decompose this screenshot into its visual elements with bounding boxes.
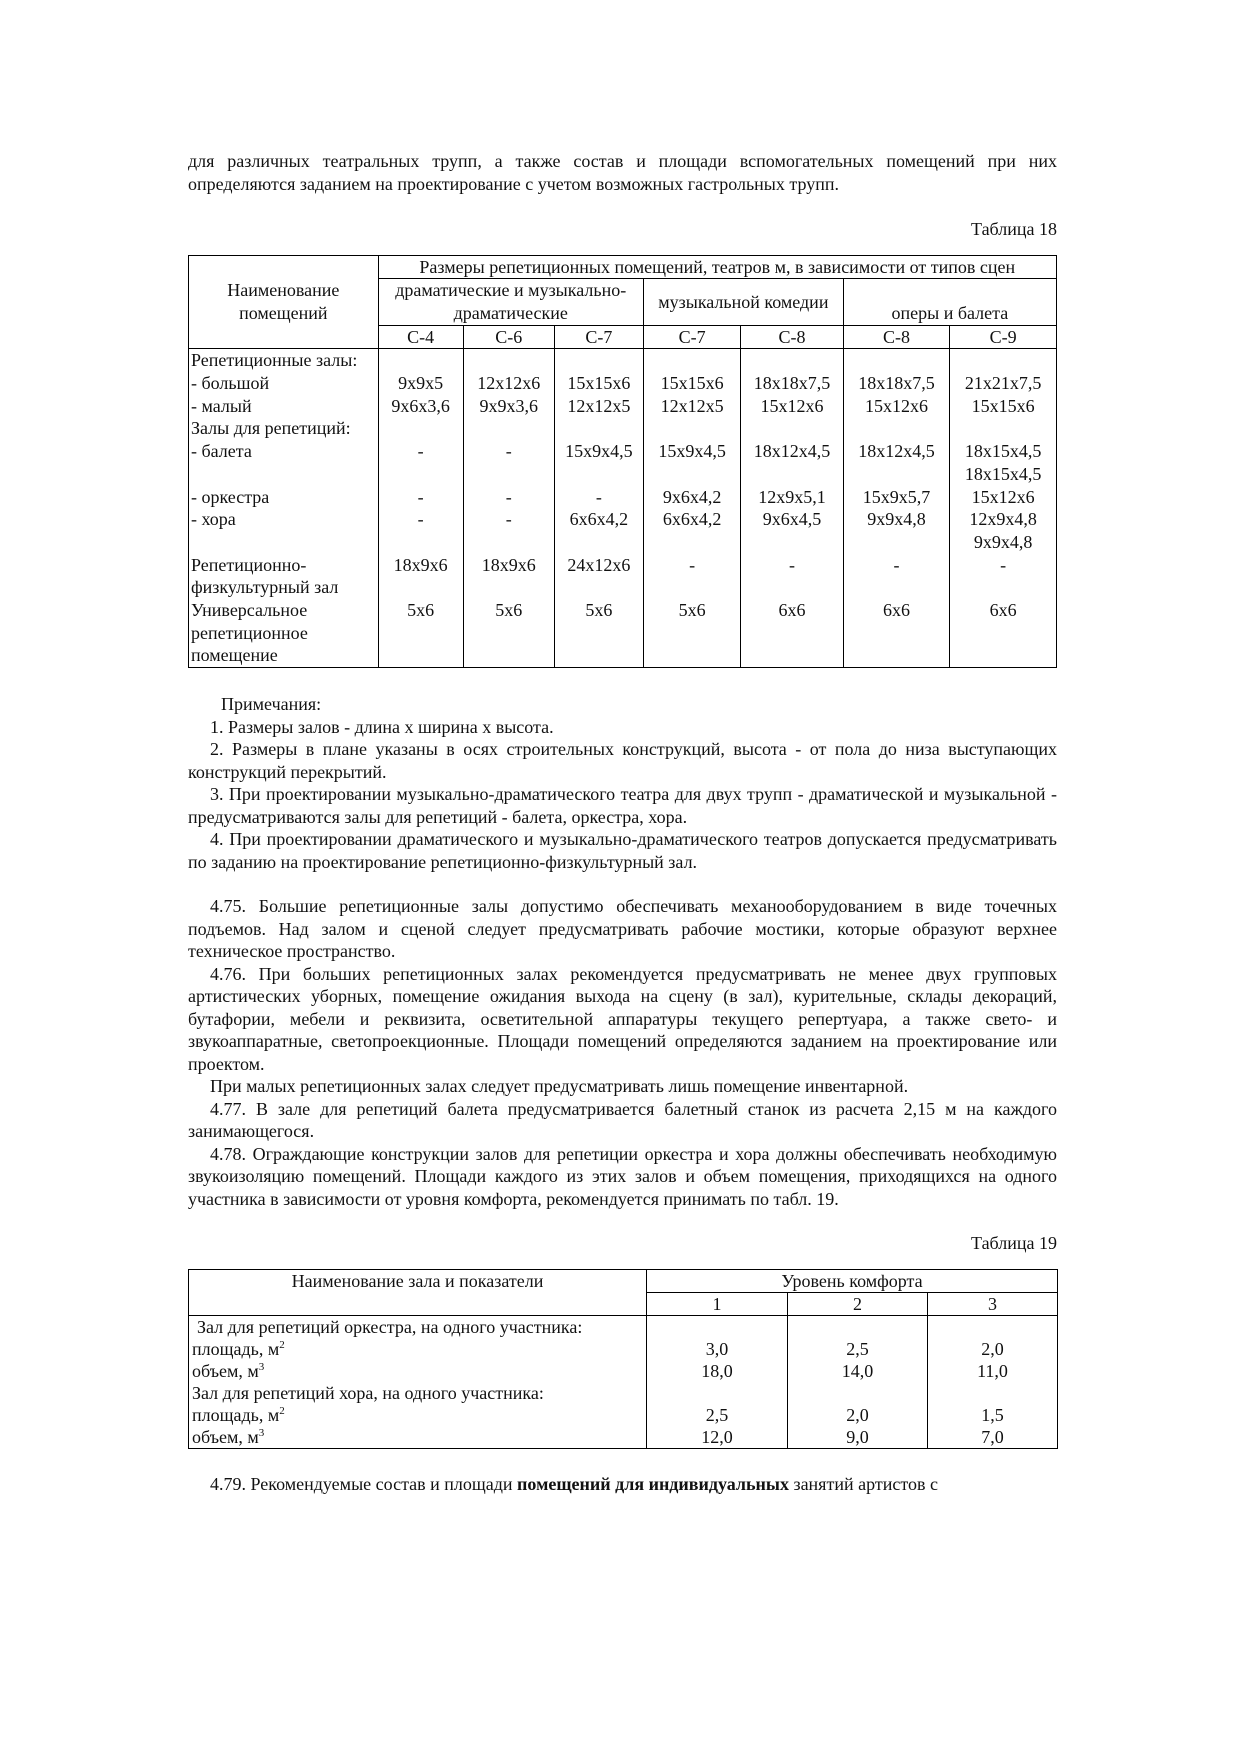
table-18-cell: 6х6 [950, 599, 1057, 668]
table-18-cell: 18х15х4,5 [950, 440, 1057, 463]
table-row [189, 599, 1057, 668]
table-18-cell [463, 349, 554, 372]
table-18-cell: 12х12х6 [463, 372, 554, 395]
table-18-cell: 24х12х6 [554, 554, 643, 599]
table-18-cell: 12х9х4,8 [950, 508, 1057, 531]
table-18-cell: 18х12х4,5 [843, 440, 950, 463]
table-18-cell: 6х6х4,2 [554, 508, 643, 531]
paragraph-4-78: 4.78. Ограждающие конструкции залов для репетиции оркестра и хора должны обеспечивать необходимую звукоизоляцию помещений. Площади каждого из этих залов и объем помещения, приходящихся на одного участника в зависимости от уровня комфорта, рекомендуется принимать по табл. 19. [188, 1143, 1057, 1209]
table-18-room-name [189, 463, 379, 486]
table-18-cell: 5х6 [463, 599, 554, 668]
table-18-code: С-7 [554, 325, 643, 349]
table-18-group-header: драматические и музыкально-драматические [378, 279, 643, 325]
table-row [189, 395, 1057, 418]
table-18-cell: 9х6х3,6 [378, 395, 463, 418]
table-18-cell: 12х12х5 [643, 395, 740, 418]
table-18-cell: 18х9х6 [463, 554, 554, 599]
table-row [189, 1315, 1058, 1338]
table-18-cell: - [463, 508, 554, 531]
table-18-cell [741, 531, 843, 554]
table-18-cell: 5х6 [378, 599, 463, 668]
table-19-group: Зал для репетиций оркестра, на одного участника: [189, 1315, 647, 1338]
table-18-cell: 5х6 [554, 599, 643, 668]
paragraph-4-79: 4.79. Рекомендуемые состав и площади помещений для индивидуальных занятий артистов с [210, 1473, 938, 1494]
table-row [189, 508, 1057, 531]
table-18-room-name: Репетиционные залы: [189, 349, 379, 372]
table-18-cell: 5х6 [643, 599, 740, 668]
table-18-cell [950, 349, 1057, 372]
table-row [189, 531, 1057, 554]
table-18-cell [378, 531, 463, 554]
table-18-cell [741, 349, 843, 372]
table-19-cell: 11,0 [928, 1360, 1058, 1382]
table-19-cell: 7,0 [928, 1426, 1058, 1449]
table-18-span-header: Размеры репетиционных помещений, театров м, в зависимости от типов сцен [378, 255, 1056, 279]
table-18-cell: - [843, 554, 950, 599]
table-row [189, 1426, 1058, 1449]
table-18-cell: 6х6 [741, 599, 843, 668]
table-18-code: С-4 [378, 325, 463, 349]
table-18-cell [843, 417, 950, 440]
table-row [189, 463, 1057, 486]
table-row [189, 554, 1057, 599]
table-19-cell: 2,0 [928, 1338, 1058, 1360]
table-18-cell [741, 463, 843, 486]
table-18-cell: 6х6 [843, 599, 950, 668]
table-row [189, 1404, 1058, 1426]
table-18-cell: 18х12х4,5 [741, 440, 843, 463]
table-19-level: 3 [928, 1292, 1058, 1315]
table-18-cell: 9х6х4,2 [643, 486, 740, 509]
table-18-room-name: Репетиционно-физкультурный зал [189, 554, 379, 599]
table-row [189, 349, 1057, 372]
table-18-cell: - [643, 554, 740, 599]
table-18-cell: 18х18х7,5 [843, 372, 950, 395]
table-18-cell [643, 349, 740, 372]
table-18-cell [554, 531, 643, 554]
table-18-code: С-7 [643, 325, 740, 349]
table-18-cell: 12х12х5 [554, 395, 643, 418]
table-19-cell: 2,5 [647, 1404, 788, 1426]
table-18-cell: - [378, 486, 463, 509]
table-18-cell: 9х9х3,6 [463, 395, 554, 418]
table-row [189, 417, 1057, 440]
table-19-indicator: площадь, $м^2$ [189, 1404, 647, 1426]
paragraph-4-75: 4.75. Большие репетиционные залы допустимо обеспечивать механооборудованием в виде точечных подъемов. Над залом и сценой следует предусматривать рабочие мостики, которые образуют верхнее техническое пространство. [188, 896, 1057, 962]
table-18-cell [378, 417, 463, 440]
table-18-cell [643, 531, 740, 554]
table-18-cell [378, 349, 463, 372]
table-18-cell: - [463, 440, 554, 463]
table-18-cell [843, 463, 950, 486]
table-19-indicator: объем, $м^3$ [189, 1426, 647, 1449]
table-18-cell: 15х12х6 [843, 395, 950, 418]
table-18-cell: 15х9х4,5 [643, 440, 740, 463]
document-page [188, 150, 1057, 1495]
table-18-cell: 18х18х7,5 [741, 372, 843, 395]
table-18-cell: 15х9х5,7 [843, 486, 950, 509]
table-18-room-name: Залы для репетиций: [189, 417, 379, 440]
table-18-cell [643, 463, 740, 486]
table-19-cell: 14,0 [788, 1360, 928, 1382]
intro-paragraph: для различных театральных трупп, а также состав и площади вспомогательных помещений при них определяются заданием на проектирование с учетом возможных гастрольных трупп. [188, 151, 1057, 194]
table-19-cell: 18,0 [647, 1360, 788, 1382]
table-18-cell: 9х9х4,8 [950, 531, 1057, 554]
table-18-cell: 15х12х6 [950, 486, 1057, 509]
table-row [189, 1338, 1058, 1360]
table-row [189, 440, 1057, 463]
table-row [189, 1382, 1058, 1404]
table-19-group: Зал для репетиций хора, на одного участника: [189, 1382, 647, 1404]
note-item: 3. При проектировании музыкально-драматического театра для двух трупп - драматической и музыкальной - предусматриваются залы для репетиций - балета, оркестра, хора. [188, 784, 1057, 827]
table-18-cell: 21х21х7,5 [950, 372, 1057, 395]
table-19-label: Таблица 19 [971, 1233, 1057, 1254]
note-item: 1. Размеры залов - длина х ширина х высота. [210, 716, 554, 737]
table-19-cell: 1,5 [928, 1404, 1058, 1426]
table-19-name-header: Наименование зала и показатели [189, 1269, 647, 1315]
note-item: 4. При проектировании драматического и музыкально-драматического театров допускается предусматривать по заданию на проектирование репетиционно-физкультурный зал. [188, 829, 1057, 872]
table-18-cell: - [950, 554, 1057, 599]
table-18-cell [463, 463, 554, 486]
table-18-cell: 15х9х4,5 [554, 440, 643, 463]
table-18-name-header: Наименование помещений [189, 255, 379, 349]
table-18-group-header: музыкальной комедии [643, 279, 843, 325]
table-18-cell: 15х15х6 [950, 395, 1057, 418]
table-18-cell: - [378, 508, 463, 531]
table-18-cell: 12х9х5,1 [741, 486, 843, 509]
notes-title: Примечания: [221, 694, 322, 715]
table-18-room-name: - большой [189, 372, 379, 395]
table-18-code: С-8 [843, 325, 950, 349]
table-18-cell: - [463, 486, 554, 509]
table-19-cell: 3,0 [647, 1338, 788, 1360]
table-18-code: С-8 [741, 325, 843, 349]
table-18-code: С-9 [950, 325, 1057, 349]
table-18-cell: - [378, 440, 463, 463]
table-18-cell [643, 417, 740, 440]
table-18-group-header: оперы и балета [843, 279, 1056, 325]
table-18-room-name: Универсальное репетиционное помещение [189, 599, 379, 668]
table-18-cell: 9х9х5 [378, 372, 463, 395]
table-18-room-name: - оркестра [189, 486, 379, 509]
table-18-cell: - [554, 486, 643, 509]
note-item: 2. Размеры в плане указаны в осях строительных конструкций, высота - от пола до низа выступающих конструкций перекрытий. [188, 739, 1057, 782]
table-18-cell [378, 463, 463, 486]
table-row [189, 372, 1057, 395]
table-18-cell: 9х6х4,5 [741, 508, 843, 531]
table-19-cell: 9,0 [788, 1426, 928, 1449]
table-18-cell: 6х6х4,2 [643, 508, 740, 531]
table-18-room-name: - хора [189, 508, 379, 531]
table-18-room-name [189, 531, 379, 554]
table-18-cell: 15х15х6 [554, 372, 643, 395]
table-18-room-name: - балета [189, 440, 379, 463]
table-18-cell: 15х15х6 [643, 372, 740, 395]
table-18 [188, 255, 1057, 669]
table-18-cell [741, 417, 843, 440]
table-18-cell: 15х12х6 [741, 395, 843, 418]
table-19-indicator: объем, $м^3$ [189, 1360, 647, 1382]
table-18-cell: 18х9х6 [378, 554, 463, 599]
table-19-cell: 2,0 [788, 1404, 928, 1426]
table-18-cell: 18х15х4,5 [950, 463, 1057, 486]
table-18-cell [843, 349, 950, 372]
table-18-cell: - [741, 554, 843, 599]
paragraph-4-77: 4.77. В зале для репетиций балета предусматривается балетный станок из расчета 2,15 м на каждого занимающегося. [188, 1098, 1057, 1142]
table-19-level: 1 [647, 1292, 788, 1315]
table-18-cell [463, 417, 554, 440]
table-19-level: 2 [788, 1292, 928, 1315]
table-19-cell: 2,5 [788, 1338, 928, 1360]
paragraph-small-halls: При малых репетиционных залах следует предусматривать лишь помещение инвентарной. [210, 1076, 909, 1097]
table-18-label: Таблица 18 [971, 219, 1057, 239]
table-18-code: С-6 [463, 325, 554, 349]
paragraph-4-76: 4.76. При больших репетиционных залах рекомендуется предусматривать не менее двух групповых артистических уборных, помещение ожидания выхода на сцену (в зал), курительные, склады декораций, бутафории, мебели и реквизита, осветительной аппаратуры текущего репертуара, а также свето- и звукоаппаратные, светопроекционные. Площади помещений определяются заданием на проектирование или проектом. [188, 963, 1057, 1074]
table-19-cell: 12,0 [647, 1426, 788, 1449]
table-18-cell [554, 463, 643, 486]
table-18-cell: 9х9х4,8 [843, 508, 950, 531]
table-19 [188, 1269, 1058, 1449]
table-18-room-name: - малый [189, 395, 379, 418]
table-18-cell [554, 417, 643, 440]
table-18-cell [843, 531, 950, 554]
table-row [189, 486, 1057, 509]
table-19-indicator: площадь, $м^2$ [189, 1338, 647, 1360]
table-row [189, 1360, 1058, 1382]
table-18-cell [463, 531, 554, 554]
table-19-level-header: Уровень комфорта [647, 1269, 1058, 1292]
table-18-cell [554, 349, 643, 372]
table-18-cell [950, 417, 1057, 440]
